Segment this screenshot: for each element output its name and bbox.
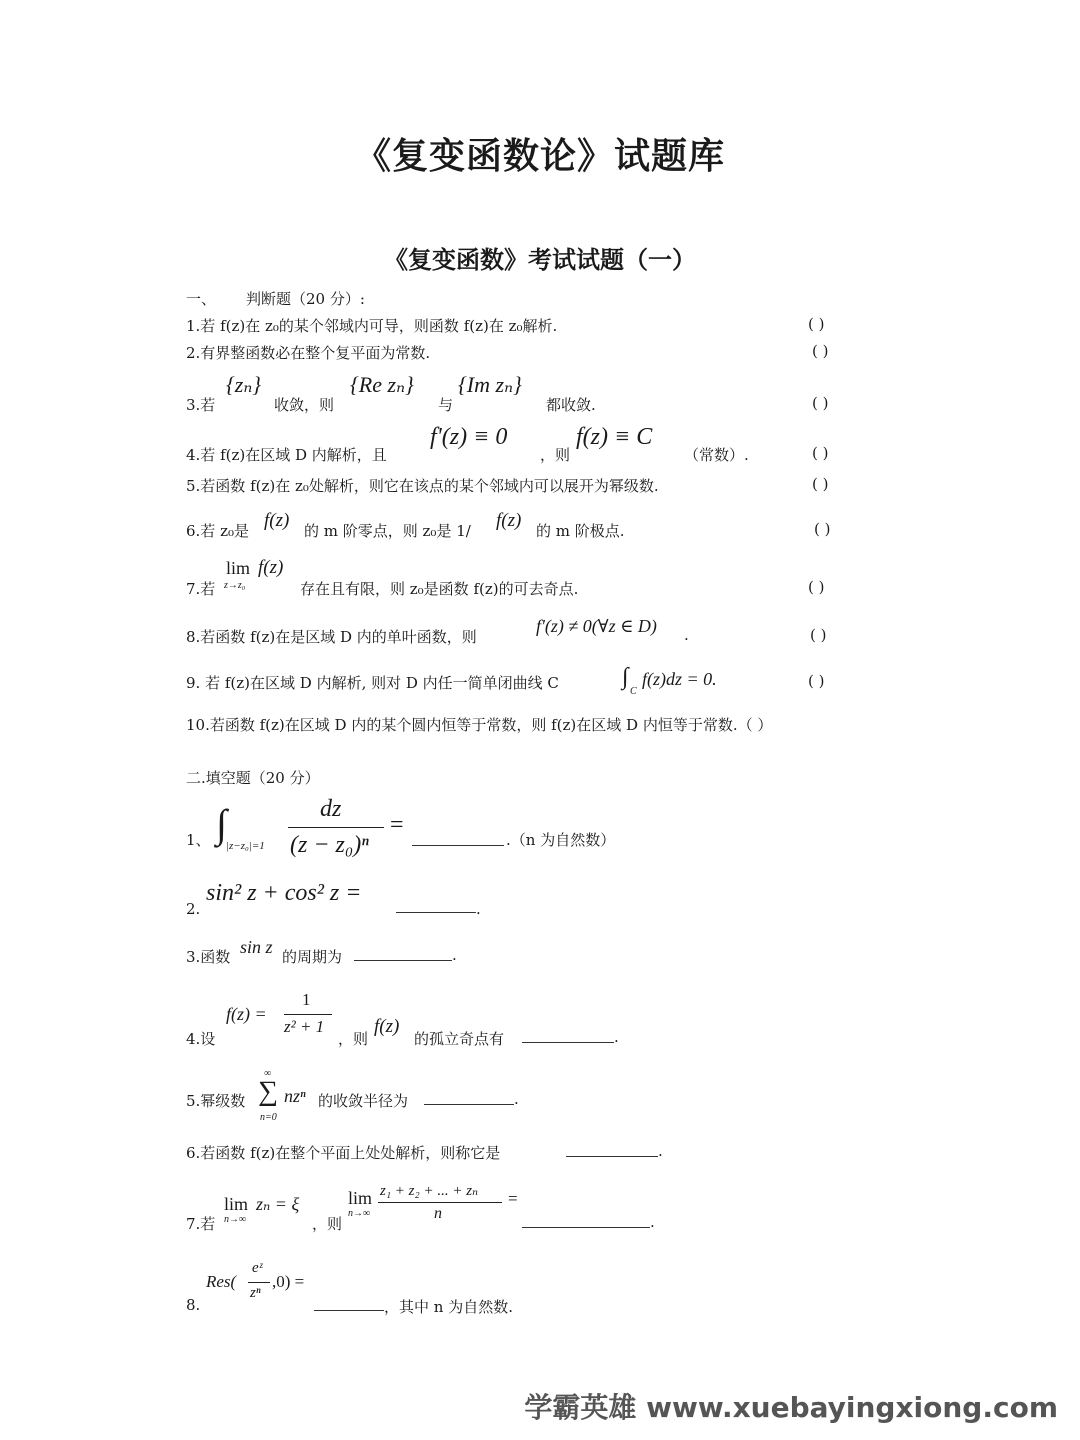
fill-7-prefix: 7.若 bbox=[186, 1215, 216, 1233]
exam-title: 《复变函数》考试试题（一） bbox=[384, 245, 696, 274]
fill-4-function: f(z) = bbox=[226, 1004, 267, 1024]
fill-8-blank[interactable] bbox=[314, 1296, 384, 1311]
fill-4-function-2: f(z) bbox=[374, 1016, 400, 1037]
fill-5-sum-lower: n=0 bbox=[260, 1112, 277, 1123]
question-3-text-a: 收敛，则 bbox=[274, 396, 335, 414]
fill-1-denominator: (z − z₀)ⁿ bbox=[290, 832, 369, 858]
question-3-real-part: {Re zₙ} bbox=[350, 372, 414, 397]
answer-paren-3: ( ) bbox=[812, 394, 829, 412]
fill-3-period: . bbox=[452, 946, 457, 964]
question-6-suffix: 的 m 阶极点. bbox=[536, 522, 625, 540]
question-5: 5.若函数 f(z)在 z₀处解析，则它在该点的某个邻域内可以展开为幂级数. bbox=[186, 477, 659, 495]
fill-7-lim-2-sub: n→∞ bbox=[348, 1208, 371, 1219]
fill-1-note: .（n 为自然数） bbox=[506, 831, 616, 849]
fill-8-denominator: zⁿ bbox=[250, 1285, 261, 1301]
fill-5-sum-upper: ∞ bbox=[264, 1068, 272, 1079]
question-7-text: 存在且有限，则 z₀是函数 f(z)的可去奇点. bbox=[300, 580, 579, 598]
question-7-lim-sub: z→z₀ bbox=[224, 580, 246, 591]
fill-8-number: 8. bbox=[186, 1296, 201, 1314]
fill-1-integral: ∫ bbox=[216, 801, 227, 846]
fill-1-numerator: dz bbox=[320, 796, 342, 822]
question-7-lim: lim bbox=[226, 558, 251, 578]
question-8-suffix: . bbox=[684, 626, 689, 644]
fill-3-text: 的周期为 bbox=[282, 948, 343, 966]
fill-4-prefix: 4.设 bbox=[186, 1030, 216, 1048]
section2-heading: 二.填空题（20 分） bbox=[186, 769, 320, 787]
fill-4-numerator: 1 bbox=[302, 990, 311, 1009]
fill-1-contour: |z−z₀|=1 bbox=[226, 840, 265, 852]
fill-7-denominator: n bbox=[434, 1205, 442, 1222]
answer-paren-9: ( ) bbox=[808, 672, 825, 690]
question-9-equation: f(z)dz = 0. bbox=[642, 669, 717, 689]
fill-3-prefix: 3.函数 bbox=[186, 948, 231, 966]
fill-6-period: . bbox=[658, 1142, 663, 1160]
fill-5-sum-symbol: ∑ bbox=[258, 1076, 278, 1107]
fill-7-numerator: z₁ + z₂ + ... + zₙ bbox=[380, 1183, 479, 1199]
question-7-prefix: 7.若 bbox=[186, 580, 216, 598]
question-4-prefix: 4.若 f(z)在区域 D 内解析，且 bbox=[186, 446, 387, 464]
question-10: 10.若函数 f(z)在区域 D 内的某个圆内恒等于常数，则 f(z)在区域 D 内恒等于常数.（ ） bbox=[186, 716, 773, 734]
answer-paren-7: ( ) bbox=[808, 578, 825, 596]
answer-paren-8: ( ) bbox=[810, 626, 827, 644]
fill-4-blank[interactable] bbox=[522, 1028, 614, 1043]
question-7-function: f(z) bbox=[258, 557, 284, 578]
section1-heading-number: 一、 bbox=[186, 290, 217, 308]
question-6-prefix: 6.若 z₀是 bbox=[186, 522, 249, 540]
fill-1-blank[interactable] bbox=[412, 831, 504, 846]
question-9-integral-sub: C bbox=[630, 686, 637, 697]
fill-8-residue-end: ,0) = bbox=[272, 1272, 305, 1291]
question-6-text: 的 m 阶零点，则 z₀是 1/ bbox=[304, 522, 471, 540]
question-9-integral: ∫ bbox=[622, 664, 629, 690]
fill-5-prefix: 5.幂级数 bbox=[186, 1092, 246, 1110]
fill-1-equals: = bbox=[390, 812, 404, 838]
question-4-suffix: （常数）. bbox=[684, 446, 749, 464]
question-3-imag-part: {Im zₙ} bbox=[458, 372, 522, 397]
fill-2-blank[interactable] bbox=[396, 898, 476, 913]
fill-8-residue: Res( bbox=[206, 1272, 237, 1291]
site-watermark: 学霸英雄 www.xuebayingxiong.com bbox=[524, 1391, 1058, 1424]
fill-6-text: 6.若函数 f(z)在整个平面上处处解析，则称它是 bbox=[186, 1144, 501, 1162]
fill-6-blank[interactable] bbox=[566, 1142, 658, 1157]
fill-8-fraction-bar bbox=[248, 1282, 270, 1283]
fill-4-text-2: 的孤立奇点有 bbox=[414, 1030, 505, 1048]
question-2: 2.有界整函数必在整个复平面为常数. bbox=[186, 344, 431, 362]
question-3-text-b: 与 bbox=[438, 396, 454, 414]
answer-paren-4: ( ) bbox=[812, 444, 829, 462]
question-8-condition: f'(z) ≠ 0(∀z ∈ D) bbox=[536, 616, 657, 636]
fill-4-denominator: z² + 1 bbox=[284, 1017, 325, 1036]
fill-4-text: ，则 bbox=[338, 1030, 369, 1048]
question-9-text: 9. 若 f(z)在区域 D 内解析, 则对 D 内任一简单闭曲线 C bbox=[186, 674, 559, 692]
fill-7-limit-value: zₙ = ξ bbox=[256, 1194, 300, 1214]
question-8-prefix: 8.若函数 f(z)在是区域 D 内的单叶函数，则 bbox=[186, 628, 477, 646]
fill-7-lim-2: lim bbox=[348, 1188, 373, 1208]
main-title: 《复变函数论》试题库 bbox=[354, 135, 725, 177]
fill-7-lim: lim bbox=[224, 1194, 249, 1214]
question-6-function: f(z) bbox=[264, 510, 290, 531]
question-1: 1.若 f(z)在 z₀的某个邻域内可导，则函数 f(z)在 z₀解析. bbox=[186, 317, 558, 335]
fill-7-period: . bbox=[650, 1213, 655, 1231]
fill-7-lim-sub: n→∞ bbox=[224, 1214, 247, 1225]
question-3-text-c: 都收敛. bbox=[546, 396, 596, 414]
fill-1-fraction-bar bbox=[288, 827, 384, 828]
question-4-text: ，则 bbox=[540, 446, 571, 464]
question-4-derivative: f'(z) ≡ 0 bbox=[430, 424, 508, 450]
question-3-sequence: {zₙ} bbox=[226, 372, 262, 397]
fill-7-blank[interactable] bbox=[522, 1213, 650, 1228]
fill-7-text: ，则 bbox=[312, 1215, 343, 1233]
answer-paren-2: ( ) bbox=[812, 342, 829, 360]
fill-3-function: sin z bbox=[240, 937, 273, 957]
fill-1-number: 1、 bbox=[186, 831, 211, 849]
fill-5-blank[interactable] bbox=[424, 1090, 514, 1105]
fill-4-period: . bbox=[614, 1028, 619, 1046]
fill-5-text: 的收敛半径为 bbox=[318, 1092, 409, 1110]
question-6-function-2: f(z) bbox=[496, 510, 522, 531]
section1-heading: 判断题（20 分）: bbox=[246, 290, 365, 308]
fill-2-number: 2. bbox=[186, 900, 201, 918]
fill-2-expression: sin² z + cos² z = bbox=[206, 880, 362, 906]
fill-2-period: . bbox=[476, 900, 481, 918]
answer-paren-1: ( ) bbox=[808, 315, 825, 333]
fill-5-period: . bbox=[514, 1090, 519, 1108]
fill-8-numerator: eᶻ bbox=[252, 1260, 263, 1276]
fill-3-blank[interactable] bbox=[354, 946, 452, 961]
fill-4-fraction-bar bbox=[284, 1014, 332, 1015]
answer-paren-5: ( ) bbox=[812, 475, 829, 493]
fill-7-equals: = bbox=[508, 1189, 518, 1208]
question-4-constant: f(z) ≡ C bbox=[576, 424, 653, 450]
fill-8-note: ，其中 n 为自然数. bbox=[384, 1298, 513, 1316]
fill-5-term: nzⁿ bbox=[284, 1086, 306, 1106]
answer-paren-6: ( ) bbox=[814, 520, 831, 538]
fill-7-fraction-bar bbox=[378, 1202, 502, 1203]
question-3-prefix: 3.若 bbox=[186, 396, 216, 414]
